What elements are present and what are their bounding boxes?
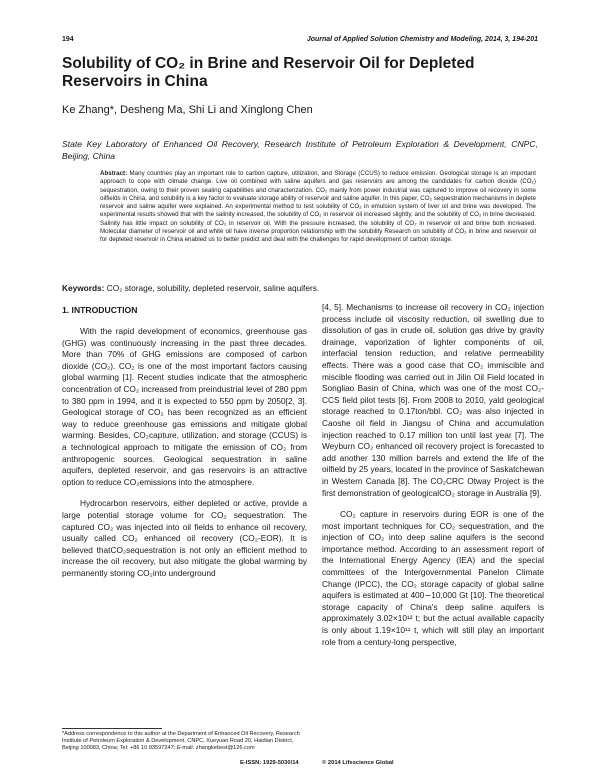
journal-header: Journal of Applied Solution Chemistry and Modeling, 2014, 3, 194-201 (306, 36, 538, 43)
footnote-divider (62, 728, 162, 729)
paper-title: Solubility of CO₂ in Brine and Reservoir Oil for Depleted Reservoirs in China (62, 55, 475, 90)
right-column (322, 302, 544, 658)
affiliation: State Key Laboratory of Enhanced Oil Recovery, Research Institute of Petroleum Exploration & Development, CNPC, Beijing, China (62, 139, 538, 161)
page-number: 194 (62, 36, 74, 43)
copyright: © 2014 Lifescience Global (322, 760, 394, 766)
keywords-label: Keywords: (62, 283, 105, 293)
intro-paragraph-1: With the rapid development of economics, greenhouse gas (GHG) was continuously increasing in the past three decades. More than 70% of GHG emissions are composed of carbon dioxide (CO₂). CO₂ is one of the most important factors causing global warming [1]. Recent studies indicate that the atmospheric concentration of CO₂ increased from preindustrial level of 280 ppm to 380 ppm in 1994, and it is expected to 550 ppm by 2050[2, 3]. Geological storage of CO₂ has been recognized as an efficient way to reduce greenhouse gas emissions and mitigate global warming. Besides, CO₂capture, utilization, and storage (CCUS) is a technological approach to mitigate the emission of CO₂ from anthropogenic sources. Geological sequestration in saline aquifers, depleted reservoir, and gas reservoirs is an attractive option to reduce CO₂emissions into the atmosphere. (62, 326, 307, 487)
abstract (100, 170, 536, 245)
author-list: Ke Zhang*, Desheng Ma, Shi Li and Xinglong Chen (62, 104, 313, 116)
intro-paragraph-2: Hydrocarbon reservoirs, either depleted or active, provide a large potential storage volume for CO₂ sequestration. The captured CO₂ was injected into oil fields to enhance oil recovery, usually called CO₂ enhanced oil recovery (CO₂-EOR). It is believed thatCO₂sequestration is not only an efficient method to increase the oil recovery, but also mitigate the global warming by permanently storing CO₂into underground (62, 498, 307, 578)
abstract-text: Many countries play an important role to carbon capture, utilization, and Storage (CCUS) to reduce emission. Geological storage is an important approach to cope with climate change. Live oil combined with saline aquifers and gas reservoirs are among the candidates for carbon dioxide (CO₂) sequestration, owing to their proven sealing capabilities and characterization. CO₂ mainly from power industrial was captured to improve oil recovery in some oilfields in China, and solubility is a key factor to evaluate storage ability of reservoir and saline aquifer. In this paper, CO₂ sequestration mechanisms in deplete reservoir and saline aquifer were explained. An experimental method to test solubility of CO₂ in emulsion system of liver oil and brine was developed. The experimental results showed that with the salinity increased, the solubility of CO₂ in reservoir oil increased slightly, and the solubility of CO₂ in brine decreased. Salinity has little impact on solubility of CO₂ in reservoir oil. With the pressure increased, the solubility of CO₂ in reservoir oil and brine both increased. Molecular diameter of reservoir oil and white oil have inverse proportion relationship with the solubility Research on solubility of CO₂ in brine and reservoir oil for depleted reservoir in China enabled us to better predict and deal with the challenges for rapid development of carbon storage. (100, 170, 536, 244)
issn: E-ISSN: 1929-5030/14 (240, 760, 299, 766)
keywords (62, 283, 319, 293)
section-heading: 1. INTRODUCTION (62, 305, 138, 315)
abstract-label: Abstract: (100, 170, 128, 177)
intro-paragraph-4: CO₂ capture in reservoirs during EOR is one of the most important techniques for CO₂ sequestration, and the injection of CO₂ into deep saline aquifers is the second importance method. According to an assessment report of the International Energy Agency (IEA) and the special committees of the Intergovernmental Panelon Climate Change (IPCC), the CO₂ storage capacity of global saline aquifers is estimated at 400∼10,000 Gt [10]. The theoretical storage capacity of China's deep saline aquifers is approximately 3.02×10¹² t; but the actual available capacity is only about 1.19×10¹¹ t, which will still play an important role from a century-long perspective, (322, 509, 544, 647)
intro-paragraph-3: [4, 5]. Mechanisms to increase oil recovery in CO₂ injection process include oil viscosity reduction, oil swelling due to dissolution of gas in crude oil, solution gas drive by gravity drainage, vaporization of lighter components of oil, interfacial tension reduction, and relative permeability effects. There was a good case that CO₂ immiscible and miscible flooding was carried out in Jilin Oil Field located in Songliao Basin of China, which was one of the most CO₂-CCS field pilot tests [6]. From 2008 to 2010, yald geological storage reached to 0.17ton/bbl. CO₂ was also injected in Caoshe oil field in Jiangsu of China and accumulation injection reached to 0.17 million ton until last year [7]. The Weyburn CO₂ enhanced oil recovery project is forecasted to add another 130 million barrels and extend the life of the oilfield by 25 years, located in the province of Saskatchewan in Western Canada [8]. The CO₂CRC Otway Project is the first demonstration of geologicalCO₂ storage in Australia [9]. (322, 302, 544, 498)
correspondence-footnote: *Address correspondence to this author at the Department of Enhanced Oil Recovery, Research Institute of Petroleum Exploration & Development, CNPC, Xueyuan Road 20, Haidian District, Beijing 100083, China; Tel: +86 10 83597247; E-mail: zhangkebest@126.com (62, 731, 300, 752)
keywords-text: CO₂ storage, solubility, depleted reservoir, saline aquifers. (106, 283, 320, 293)
left-column (62, 326, 307, 589)
